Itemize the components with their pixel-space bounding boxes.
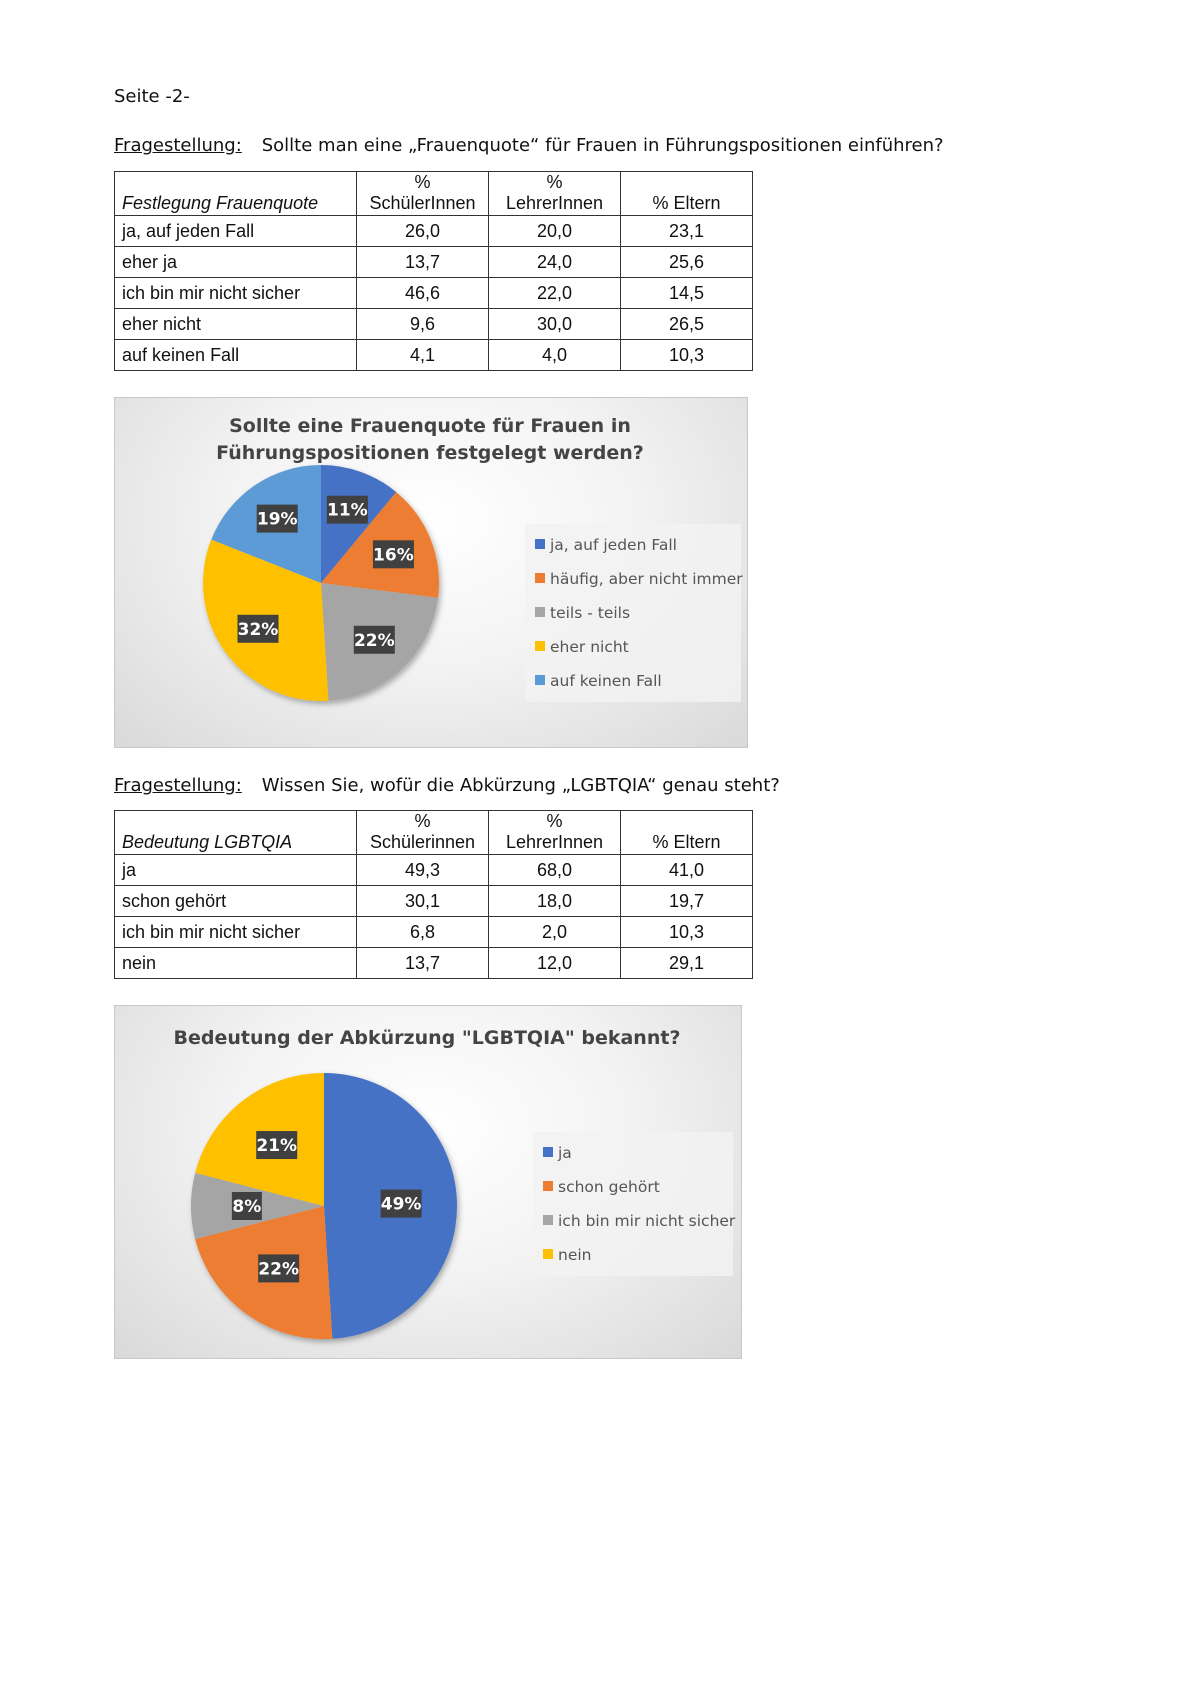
data-label: 22% — [353, 630, 395, 651]
data-label: 49% — [380, 1194, 422, 1215]
data-label: 32% — [237, 619, 279, 640]
table-cell-value: 22,0 — [489, 278, 621, 309]
table-cell-category: ich bin mir nicht sicher — [115, 278, 357, 309]
chart-lgbtqia — [114, 1005, 742, 1359]
legend-swatch — [535, 539, 545, 549]
data-label: 22% — [258, 1259, 300, 1280]
table-header-students — [357, 172, 489, 216]
table-cell-category: eher nicht — [115, 309, 357, 340]
legend-entry: schon gehört — [558, 1178, 660, 1196]
table-cell-value: 68,0 — [489, 855, 621, 886]
legend-swatch — [543, 1249, 553, 1259]
table-row — [115, 948, 753, 979]
table-cell-value: 13,7 — [357, 247, 489, 278]
table-cell-value: 26,0 — [357, 216, 489, 247]
table-cell-value: 20,0 — [489, 216, 621, 247]
chart-frauenquote — [114, 397, 748, 748]
table-cell-value: 12,0 — [489, 948, 621, 979]
table-cell-value: 29,1 — [621, 948, 753, 979]
table-cell-value: 10,3 — [621, 340, 753, 371]
pie-chart-frauenquote — [115, 398, 747, 747]
table-cell-value: 30,0 — [489, 309, 621, 340]
table-cell-value: 30,1 — [357, 886, 489, 917]
legend-swatch — [543, 1147, 553, 1157]
table-row — [115, 886, 753, 917]
legend-swatch — [535, 573, 545, 583]
header-students-label: Schülerinnen — [369, 832, 476, 852]
table-row — [115, 855, 753, 886]
pie-chart-lgbtqia — [115, 1006, 741, 1358]
chart-title: Bedeutung der Abkürzung "LGBTQIA" bekannt? — [173, 1027, 681, 1049]
table-row — [115, 340, 753, 371]
data-label: 8% — [232, 1197, 262, 1217]
table-body — [115, 855, 753, 979]
header-percent: % — [414, 811, 431, 831]
table-row — [115, 247, 753, 278]
table-header-parents: % Eltern — [621, 172, 753, 216]
table-cell-value: 2,0 — [489, 917, 621, 948]
table-cell-category: ich bin mir nicht sicher — [115, 917, 357, 948]
legend-entry: ja — [558, 1144, 572, 1162]
question-label: Fragestellung: — [114, 135, 242, 156]
table-cell-value: 13,7 — [357, 948, 489, 979]
table-cell-value: 49,3 — [357, 855, 489, 886]
table-cell-value: 14,5 — [621, 278, 753, 309]
table-header-students — [357, 811, 489, 855]
table-row — [115, 917, 753, 948]
header-percent: % — [546, 811, 563, 831]
header-teachers-label: LehrerInnen — [505, 193, 604, 213]
table-cell-value: 4,0 — [489, 340, 621, 371]
legend-entry: teils - teils — [550, 604, 631, 622]
legend-entry: häufig, aber nicht immer — [550, 570, 743, 588]
table-header-category: Festlegung Frauenquote — [115, 172, 357, 216]
table-cell-value: 26,5 — [621, 309, 753, 340]
table-lgbtqia — [114, 810, 753, 979]
legend-swatch — [543, 1181, 553, 1191]
table-header-row — [115, 172, 753, 216]
page-header: Seite -2- — [114, 86, 190, 107]
header-percent: % — [414, 172, 431, 192]
table-row — [115, 278, 753, 309]
table-body — [115, 216, 753, 371]
legend-entry: eher nicht — [550, 638, 629, 656]
table-cell-value: 19,7 — [621, 886, 753, 917]
table-header-parents: % Eltern — [621, 811, 753, 855]
table-cell-value: 9,6 — [357, 309, 489, 340]
legend-swatch — [543, 1215, 553, 1225]
table-cell-value: 41,0 — [621, 855, 753, 886]
chart-title: Führungspositionen festgelegt werden? — [216, 442, 644, 464]
header-students-label: SchülerInnen — [369, 193, 476, 213]
legend-swatch — [535, 675, 545, 685]
pie-slices — [203, 465, 439, 701]
legend-swatch — [535, 641, 545, 651]
table-row — [115, 309, 753, 340]
table-cell-value: 4,1 — [357, 340, 489, 371]
header-teachers-label: LehrerInnen — [505, 832, 604, 852]
question-text: Sollte man eine „Frauenquote“ für Frauen in Führungspositionen einführen? — [261, 135, 944, 156]
table-cell-value: 25,6 — [621, 247, 753, 278]
chart-title: Sollte eine Frauenquote für Frauen in — [229, 415, 631, 437]
header-percent: % — [546, 172, 563, 192]
table-cell-value: 18,0 — [489, 886, 621, 917]
table-cell-category: ja, auf jeden Fall — [115, 216, 357, 247]
data-label: 11% — [327, 500, 368, 521]
legend-entry: ich bin mir nicht sicher — [558, 1212, 736, 1230]
table-cell-category: auf keinen Fall — [115, 340, 357, 371]
question-1 — [114, 135, 944, 156]
table-cell-value: 24,0 — [489, 247, 621, 278]
legend-entry: auf keinen Fall — [550, 672, 662, 690]
question-2 — [114, 775, 780, 796]
table-cell-category: eher ja — [115, 247, 357, 278]
data-label: 16% — [373, 545, 414, 566]
table-header-teachers — [489, 172, 621, 216]
table-header-category: Bedeutung LGBTQIA — [115, 811, 357, 855]
table-cell-value: 10,3 — [621, 917, 753, 948]
table-cell-value: 23,1 — [621, 216, 753, 247]
legend-swatch — [535, 607, 545, 617]
question-label: Fragestellung: — [114, 775, 242, 796]
table-header-teachers — [489, 811, 621, 855]
data-label: 19% — [256, 509, 298, 530]
table-cell-value: 46,6 — [357, 278, 489, 309]
table-cell-category: ja — [115, 855, 357, 886]
table-frauenquote — [114, 171, 753, 371]
question-text: Wissen Sie, wofür die Abkürzung „LGBTQIA“ genau steht? — [261, 775, 780, 796]
table-cell-category: schon gehört — [115, 886, 357, 917]
legend-entry: nein — [558, 1246, 592, 1264]
table-header-row — [115, 811, 753, 855]
table-cell-category: nein — [115, 948, 357, 979]
table-cell-value: 6,8 — [357, 917, 489, 948]
table-row — [115, 216, 753, 247]
legend-entry: ja, auf jeden Fall — [550, 536, 677, 554]
data-label: 21% — [256, 1136, 298, 1157]
